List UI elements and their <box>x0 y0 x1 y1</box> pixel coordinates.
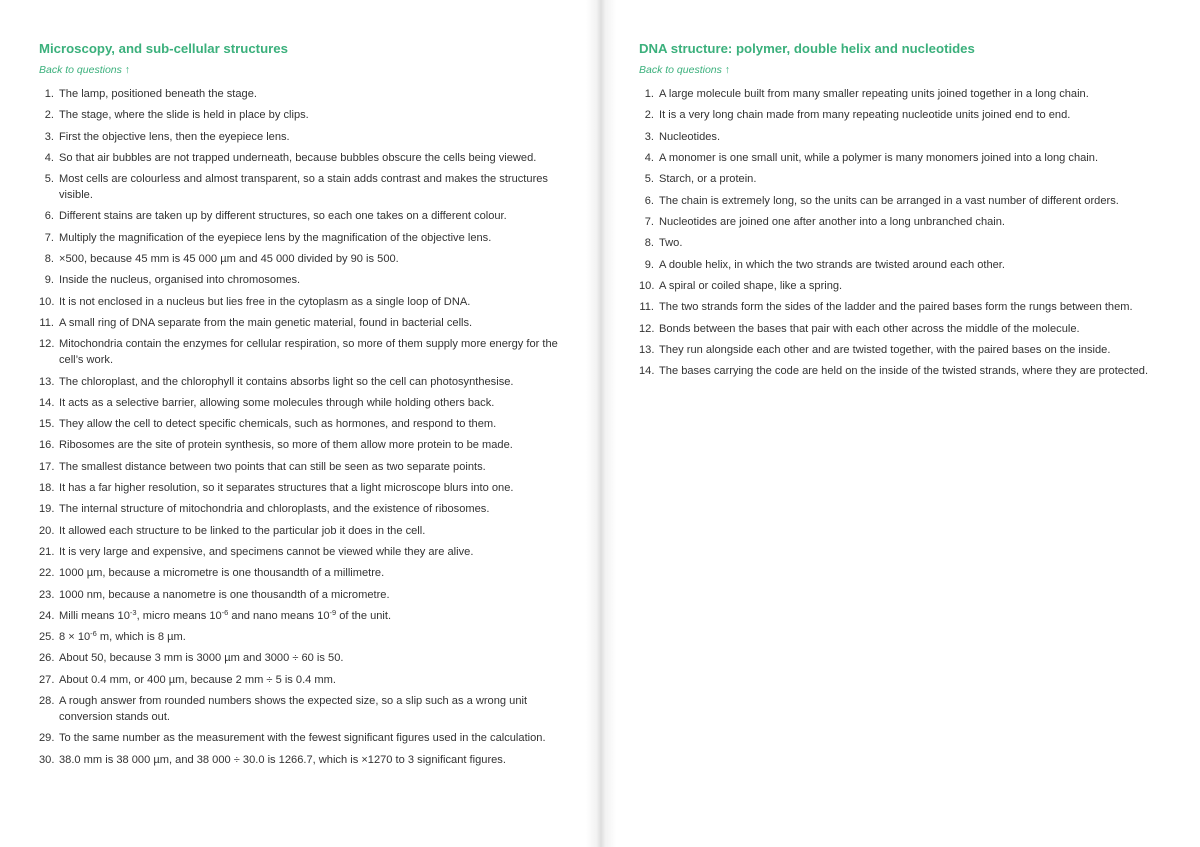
answer-number: 19. <box>39 503 55 516</box>
answer-number: 14. <box>39 396 55 409</box>
answer-number: 25. <box>39 631 55 644</box>
text-segment: 8 × 10 <box>59 631 91 644</box>
answer-number: 21. <box>39 545 55 558</box>
answer-number: 3. <box>44 130 54 143</box>
answer-text: The chloroplast, and the chlorophyll it contains absorbs light so the cell can photosynthesise. <box>59 375 514 388</box>
answer-item <box>39 294 560 310</box>
answer-item <box>39 523 560 539</box>
answer-number: 18. <box>39 482 55 495</box>
answer-text: The stage, where the slide is held in place by clips. <box>59 109 309 122</box>
answer-item <box>39 395 560 411</box>
answer-item <box>39 416 560 432</box>
answer-text: 38.0 mm is 38 000 µm, and 38 000 ÷ 30.0 is 1266.7, which is ×1270 to 3 significant figures. <box>59 753 506 766</box>
answer-number: 15. <box>39 418 55 431</box>
answer-number: 12. <box>39 338 55 351</box>
answer-item <box>639 150 1180 166</box>
answer-text: They allow the cell to detect specific chemicals, such as hormones, and respond to them. <box>59 418 497 431</box>
answer-text: Mitochondria contain the enzymes for cellular respiration, so more of them supply more energy for the cell’s work. <box>59 338 558 367</box>
answer-text: The lamp, positioned beneath the stage. <box>59 88 257 100</box>
answer-item <box>39 544 560 560</box>
answer-number: 12. <box>639 322 655 335</box>
answer-text: A double helix, in which the two strands are twisted around each other. <box>659 258 1005 271</box>
answer-text: Two. <box>659 237 683 250</box>
answer-text: A rough answer from rounded numbers shows the expected size, so a slip such as a wrong unit conversion stands out. <box>59 695 528 724</box>
answer-text: Ribosomes are the site of protein synthesis, so more of them allow more protein to be made. <box>59 439 513 452</box>
exponent: -9 <box>329 607 337 617</box>
back-to-questions-link[interactable]: Back to questions ↑ <box>639 64 731 76</box>
answer-item <box>639 278 1180 294</box>
answer-text: The two strands form the sides of the ladder and the paired bases form the rungs between them. <box>659 301 1133 314</box>
answer-number: 26. <box>39 652 55 665</box>
answer-text: A large molecule built from many smaller repeating units joined together in a long chain. <box>659 88 1089 100</box>
answer-text: A small ring of DNA separate from the main genetic material, found in bacterial cells. <box>59 316 473 329</box>
answer-text: Different stains are taken up by different structures, so each one takes on a different colour. <box>59 210 507 223</box>
section-title: DNA structure: polymer, double helix and nucleotides <box>639 41 975 56</box>
answer-text <box>59 607 392 622</box>
answer-item <box>39 251 560 267</box>
answer-item <box>39 608 560 624</box>
answer-item <box>39 150 560 166</box>
back-to-questions-link[interactable]: Back to questions ↑ <box>39 64 131 76</box>
answer-item <box>639 193 1180 209</box>
answer-number: 6. <box>44 210 54 223</box>
answer-item <box>639 107 1180 123</box>
answer-number: 17. <box>39 460 55 473</box>
exponent: -6 <box>90 629 97 639</box>
answer-item <box>39 693 560 725</box>
answer-item <box>639 129 1180 145</box>
answer-number: 7. <box>44 231 54 244</box>
answer-number: 11. <box>639 301 654 314</box>
answer-text: So that air bubbles are not trapped underneath, because bubbles obscure the cells being viewed. <box>59 151 537 164</box>
answer-item <box>639 342 1180 358</box>
answer-text: It allowed each structure to be linked to the particular job it does in the cell. <box>59 524 426 537</box>
answer-item <box>39 129 560 145</box>
answer-text: 1000 nm, because a nanometre is one thousandth of a micrometre. <box>59 588 390 601</box>
answer-text: Bonds between the bases that pair with each other across the middle of the molecule. <box>659 322 1080 335</box>
answer-number: 20. <box>39 524 55 537</box>
answer-item <box>639 257 1180 273</box>
answer-item <box>39 437 560 453</box>
answer-number: 6. <box>644 194 654 207</box>
answer-item <box>39 752 560 768</box>
answer-text: Multiply the magnification of the eyepiece lens by the magnification of the objective lens. <box>59 231 492 244</box>
answer-item <box>39 107 560 123</box>
answer-list <box>639 86 1180 379</box>
answer-number: 2. <box>644 109 654 122</box>
answer-item <box>39 230 560 246</box>
answer-text: They run alongside each other and are twisted together, with the paired bases on the inside. <box>659 344 1111 357</box>
answer-number: 5. <box>644 173 654 186</box>
answer-number: 4. <box>44 151 54 164</box>
answer-item <box>39 86 560 102</box>
answer-text: A monomer is one small unit, while a polymer is many monomers joined into a long chain. <box>659 152 1099 165</box>
answer-text: About 50, because 3 mm is 3000 µm and 3000 ÷ 60 is 50. <box>59 652 344 665</box>
answer-number: 16. <box>39 439 55 452</box>
answer-text <box>59 631 186 643</box>
answer-text: To the same number as the measurement with the fewest significant figures used in the calculation. <box>59 732 546 745</box>
exponent: -3 <box>129 607 137 617</box>
answer-number: 11. <box>39 316 54 329</box>
answer-list <box>39 86 560 768</box>
answer-item <box>39 501 560 517</box>
answer-number: 4. <box>644 152 654 165</box>
answer-item <box>39 459 560 475</box>
answer-item <box>39 480 560 496</box>
answer-number: 24. <box>39 609 55 622</box>
answer-number: 8. <box>644 237 654 250</box>
text-segment: and nano means 10 <box>228 609 330 622</box>
answer-number: 8. <box>44 253 54 266</box>
answer-item <box>39 730 560 746</box>
text-segment: of the unit. <box>336 609 392 622</box>
text-segment: Milli means 10 <box>59 609 130 622</box>
answer-item <box>639 235 1180 251</box>
answer-text: First the objective lens, then the eyepiece lens. <box>59 130 290 143</box>
answer-item <box>39 171 560 203</box>
text-segment: , micro means 10 <box>136 609 222 622</box>
answer-number: 22. <box>39 567 55 580</box>
answer-item <box>39 315 560 331</box>
answer-item <box>39 272 560 288</box>
answer-number: 9. <box>644 258 654 271</box>
answer-number: 9. <box>44 274 54 287</box>
answer-text: The smallest distance between two points that can still be seen as two separate points. <box>59 460 486 473</box>
answer-item <box>39 650 560 666</box>
answer-text: 1000 µm, because a micrometre is one thousandth of a millimetre. <box>59 567 385 580</box>
right-page <box>600 0 1200 847</box>
answer-number: 27. <box>39 673 55 686</box>
answer-item <box>39 374 560 390</box>
answer-number: 1. <box>44 88 54 100</box>
answer-number: 2. <box>44 109 54 122</box>
answer-text: ×500, because 45 mm is 45 000 µm and 45 000 divided by 90 is 500. <box>59 253 399 266</box>
answer-text: It has a far higher resolution, so it separates structures that a light microscope blurs into one. <box>59 482 514 495</box>
answer-item <box>39 336 560 368</box>
answer-text: Inside the nucleus, organised into chromosomes. <box>59 274 301 287</box>
answer-text: The bases carrying the code are held on the inside of the twisted strands, where they are protected. <box>659 365 1149 378</box>
answer-item <box>639 299 1180 315</box>
exponent: -6 <box>221 607 229 617</box>
answer-text: The internal structure of mitochondria and chloroplasts, and the existence of ribosomes. <box>59 503 490 516</box>
answer-number: 1. <box>644 88 654 100</box>
answer-item <box>39 208 560 224</box>
text-segment: m, which is 8 µm. <box>96 631 186 644</box>
answer-item <box>639 171 1180 187</box>
answer-text: Starch, or a protein. <box>659 173 757 186</box>
answer-number: 29. <box>39 732 55 745</box>
answer-text: Nucleotides. <box>659 130 721 143</box>
answer-text: It is a very long chain made from many repeating nucleotide units joined end to end. <box>659 109 1071 122</box>
answer-item <box>39 587 560 603</box>
answer-text: It acts as a selective barrier, allowing some molecules through while holding others back. <box>59 396 495 409</box>
answer-number: 3. <box>644 130 654 143</box>
answer-item <box>39 629 560 645</box>
answer-number: 7. <box>644 216 654 229</box>
answer-text: A spiral or coiled shape, like a spring. <box>659 280 843 293</box>
answer-number: 13. <box>639 344 655 357</box>
answer-number: 10. <box>639 280 655 293</box>
answer-item <box>39 565 560 581</box>
answer-text: Most cells are colourless and almost transparent, so a stain adds contrast and makes the structures visible. <box>59 173 548 202</box>
answer-number: 28. <box>39 695 55 708</box>
answer-text: It is very large and expensive, and specimens cannot be viewed while they are alive. <box>59 545 474 558</box>
answer-number: 23. <box>39 588 55 601</box>
answer-number: 10. <box>39 295 55 308</box>
answer-item <box>639 86 1180 102</box>
answer-item <box>639 214 1180 230</box>
answer-text: About 0.4 mm, or 400 µm, because 2 mm ÷ 5 is 0.4 mm. <box>59 673 336 686</box>
answer-item <box>639 363 1180 379</box>
answer-number: 5. <box>44 173 54 186</box>
answer-text: It is not enclosed in a nucleus but lies free in the cytoplasm as a single loop of DNA. <box>59 295 471 308</box>
answer-text: The chain is extremely long, so the units can be arranged in a vast number of different orders. <box>659 194 1119 207</box>
answer-number: 14. <box>639 365 655 378</box>
answer-item <box>639 321 1180 337</box>
answer-number: 30. <box>39 753 55 766</box>
answer-text: Nucleotides are joined one after another into a long unbranched chain. <box>659 216 1005 229</box>
answer-number: 13. <box>39 375 55 388</box>
section-title: Microscopy, and sub-cellular structures <box>39 41 288 56</box>
answer-item <box>39 672 560 688</box>
